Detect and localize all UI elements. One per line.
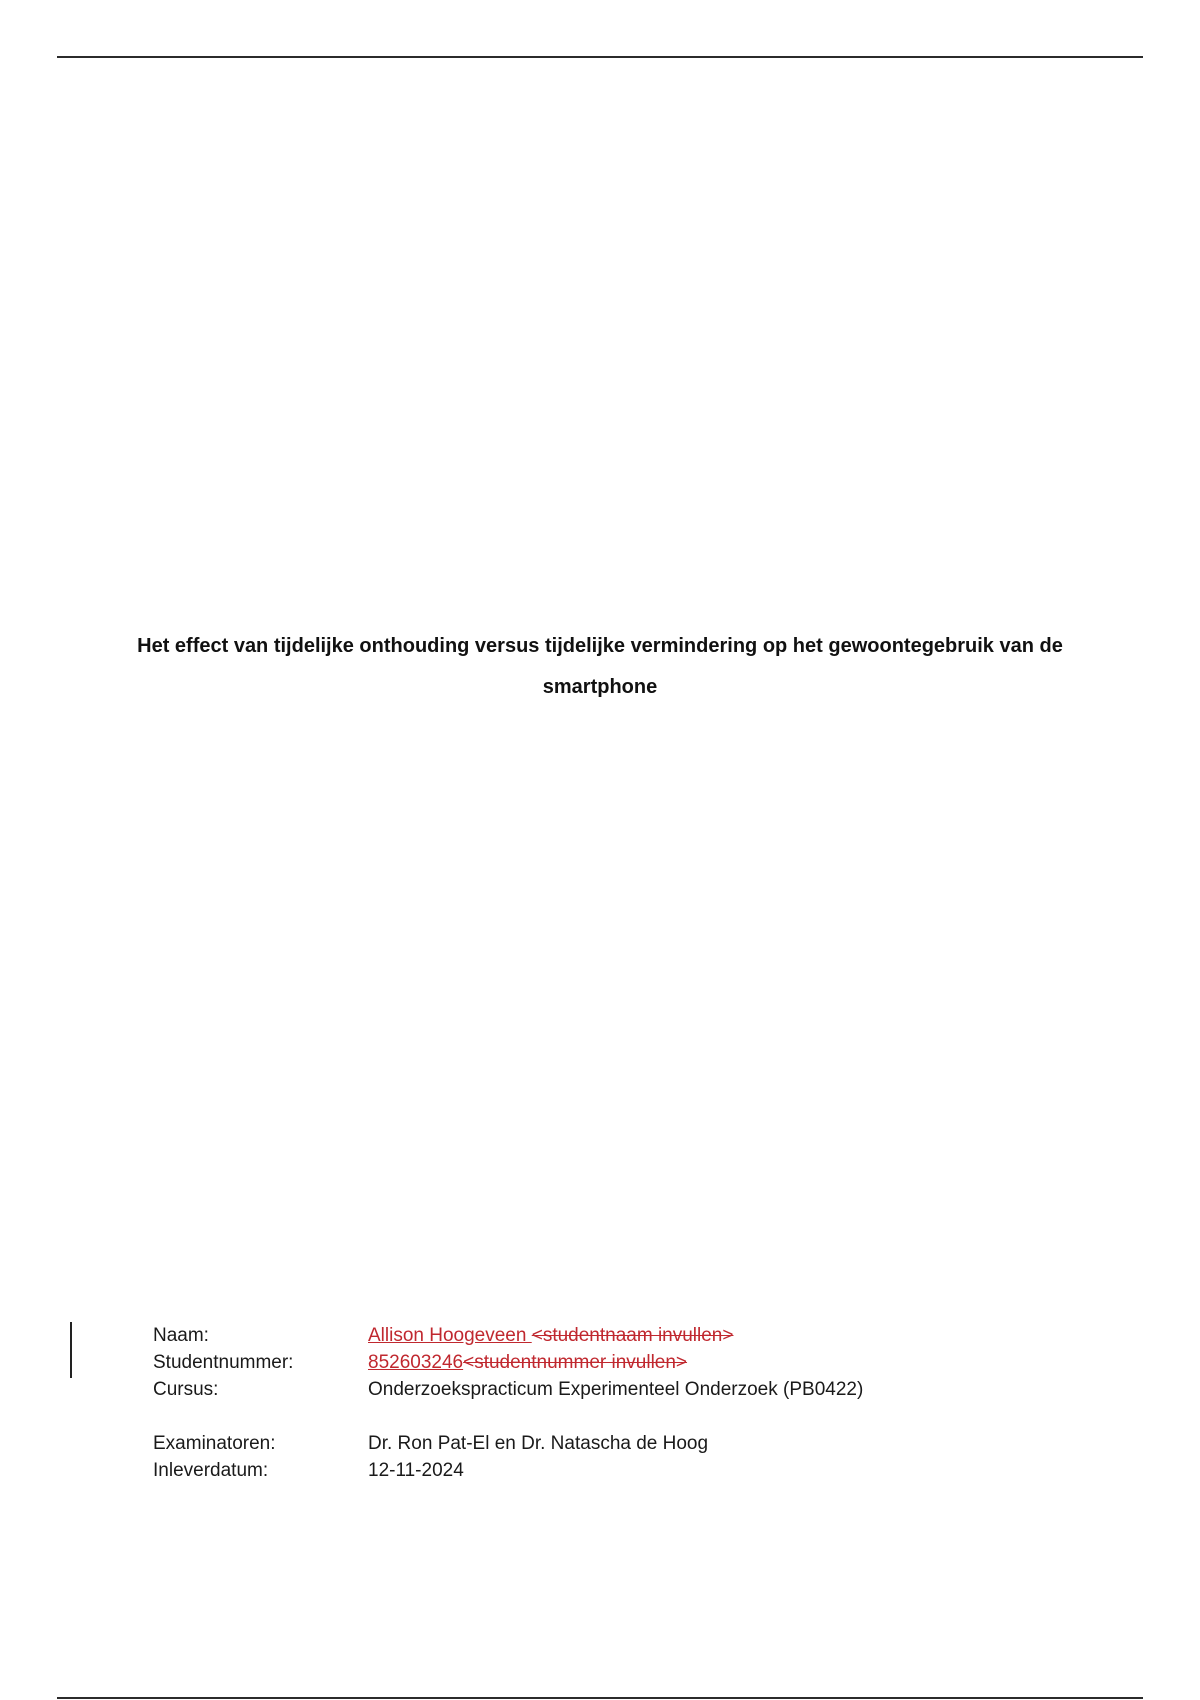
- document-title: [120, 626, 1080, 708]
- footer-rule: [57, 1697, 1143, 1699]
- student-number-deleted-text[interactable]: <studentnummer invullen>: [463, 1352, 688, 1373]
- course-label: Cursus:: [153, 1379, 219, 1400]
- name-inserted-text[interactable]: Allison Hoogeveen: [368, 1325, 532, 1346]
- tracked-change-bar: [70, 1322, 72, 1378]
- student-number-inserted-text[interactable]: 852603246: [368, 1352, 464, 1373]
- examiners-label: Examinatoren:: [153, 1433, 276, 1454]
- course-value: Onderzoekspracticum Experimenteel Onderzoek (PB0422): [368, 1379, 864, 1400]
- header-rule: [57, 56, 1143, 58]
- submission-date-value: 12-11-2024: [368, 1460, 464, 1481]
- title-line-1: Het effect van tijdelijke onthouding versus tijdelijke vermindering op het gewoontegebruik van de: [137, 635, 1063, 657]
- submission-date-row: [153, 1457, 863, 1484]
- student-number-value[interactable]: [368, 1349, 687, 1376]
- title-line-2: smartphone: [542, 676, 658, 698]
- student-number-label: Studentnummer:: [153, 1352, 294, 1373]
- name-row: [153, 1322, 863, 1349]
- name-deleted-text[interactable]: <studentnaam invullen>: [531, 1325, 734, 1346]
- name-value[interactable]: [368, 1322, 733, 1349]
- student-info-block: [153, 1322, 863, 1484]
- name-label: Naam:: [153, 1325, 209, 1346]
- student-number-row: [153, 1349, 863, 1376]
- course-row: [153, 1376, 863, 1403]
- examiners-value: Dr. Ron Pat-El en Dr. Natascha de Hoog: [368, 1433, 709, 1454]
- examiners-row: [153, 1430, 863, 1457]
- submission-date-label: Inleverdatum:: [153, 1460, 269, 1481]
